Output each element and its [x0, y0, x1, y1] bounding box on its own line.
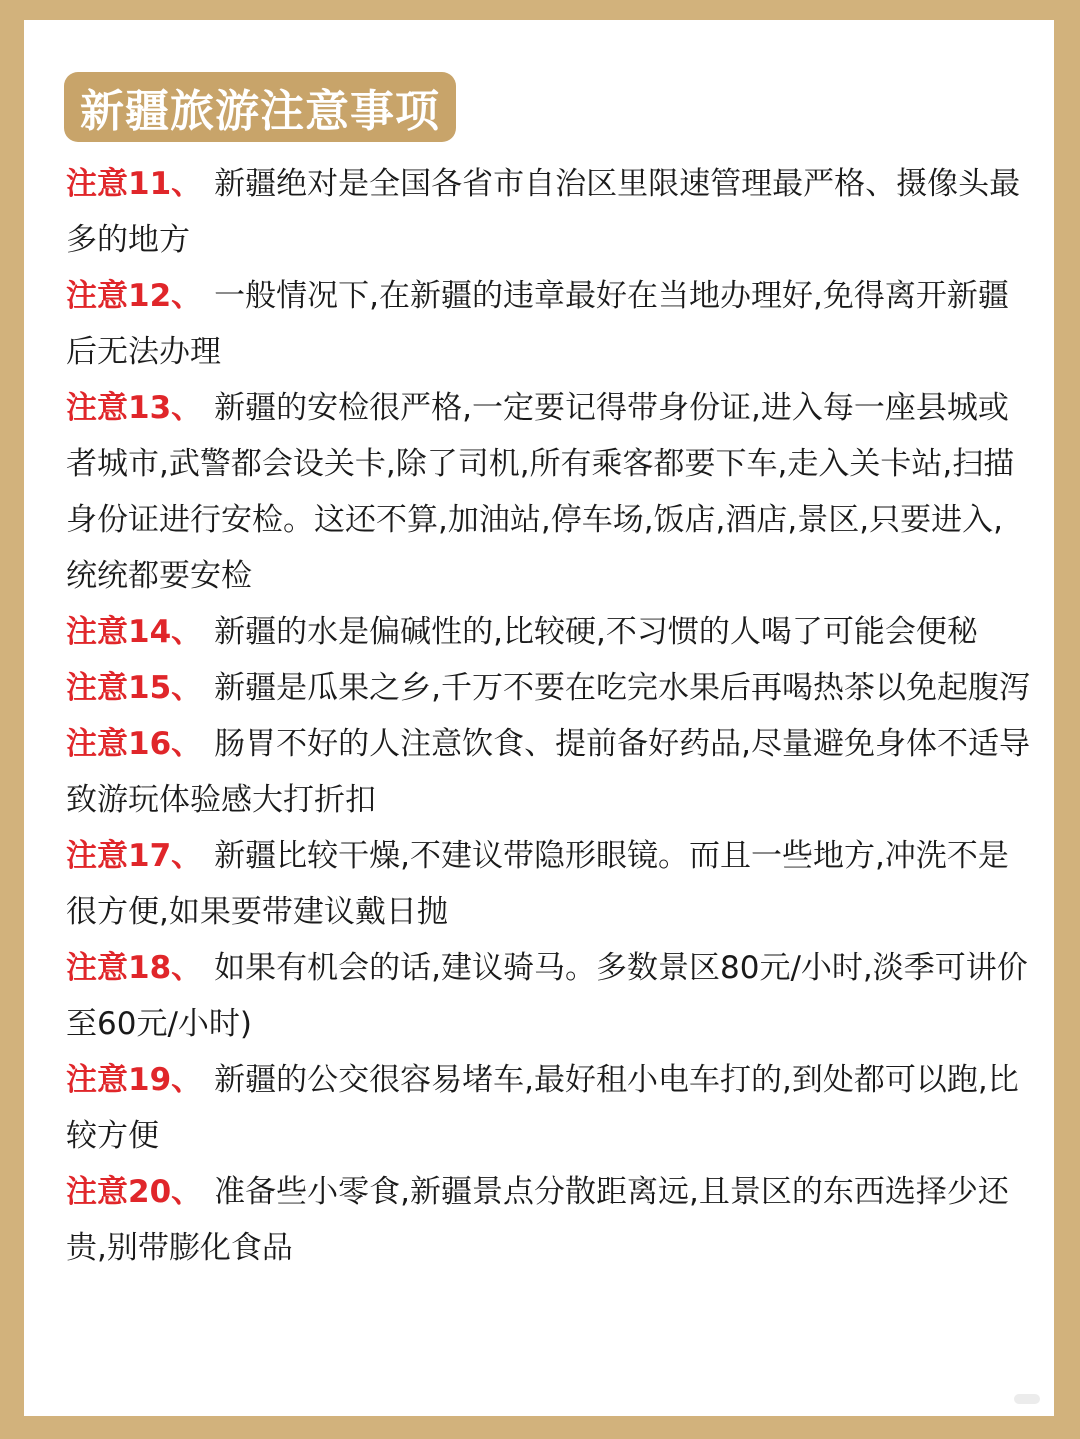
note-text: 肠胃不好的人注意饮食、提前备好药品,尽量避免身体不适导致游玩体验感大打折扣 [66, 726, 1030, 818]
page-title: 新疆旅游注意事项 [80, 86, 440, 137]
note-item-15 [66, 660, 1031, 716]
note-label: 注意19 [66, 1062, 172, 1098]
note-item-14 [66, 604, 1031, 660]
note-text: 新疆的安检很严格,一定要记得带身份证,进入每一座县城或者城市,武警都会设关卡,除了司机,所有乘客都要下车,走入关卡站,扫描身份证进行安检。这还不算,加油站,停车场,饭店,酒店,景区,只要进入,统统都要安检 [66, 390, 1015, 594]
note-text: 新疆的公交很容易堵车,最好租小电车打的,到处都可以跑,比较方便 [66, 1062, 1019, 1154]
note-separator: 、 [171, 390, 203, 426]
note-separator: 、 [171, 1062, 203, 1098]
note-text: 新疆比较干燥,不建议带隐形眼镜。而且一些地方,冲洗不是很方便,如果要带建议戴日抛 [66, 838, 1009, 930]
note-item-18 [66, 940, 1031, 1052]
note-separator: 、 [171, 670, 203, 706]
notes-list [66, 156, 1031, 1276]
note-label: 注意20 [66, 1174, 172, 1210]
note-label: 注意13 [66, 390, 172, 426]
note-text: 新疆的水是偏碱性的,比较硬,不习惯的人喝了可能会便秘 [214, 614, 978, 650]
note-item-11 [66, 156, 1031, 268]
note-label: 注意15 [66, 670, 172, 706]
note-separator: 、 [171, 166, 203, 202]
note-item-16 [66, 716, 1031, 828]
note-label: 注意12 [66, 278, 172, 314]
note-separator: 、 [171, 1174, 203, 1210]
note-item-20 [66, 1164, 1031, 1276]
watermark-mark [1014, 1394, 1040, 1404]
note-separator: 、 [171, 278, 203, 314]
note-label: 注意16 [66, 726, 172, 762]
note-text: 新疆绝对是全国各省市自治区里限速管理最严格、摄像头最多的地方 [66, 166, 1021, 258]
note-label: 注意17 [66, 838, 172, 874]
note-separator: 、 [171, 614, 203, 650]
note-text: 一般情况下,在新疆的违章最好在当地办理好,免得离开新疆后无法办理 [66, 278, 1009, 370]
note-text: 新疆是瓜果之乡,千万不要在吃完水果后再喝热茶以免起腹泻 [214, 670, 1030, 706]
note-text: 如果有机会的话,建议骑马。多数景区80元/小时,淡季可讲价至60元/小时) [66, 950, 1028, 1042]
note-label: 注意18 [66, 950, 172, 986]
content-card [24, 20, 1054, 1416]
note-item-13 [66, 380, 1031, 604]
note-item-19 [66, 1052, 1031, 1164]
note-separator: 、 [171, 950, 203, 986]
note-item-12 [66, 268, 1031, 380]
note-text: 准备些小零食,新疆景点分散距离远,且景区的东西选择少还贵,别带膨化食品 [66, 1174, 1009, 1266]
note-separator: 、 [171, 726, 203, 762]
note-item-17 [66, 828, 1031, 940]
note-label: 注意11 [66, 166, 172, 202]
title-badge [64, 72, 456, 142]
note-label: 注意14 [66, 614, 172, 650]
note-separator: 、 [171, 838, 203, 874]
